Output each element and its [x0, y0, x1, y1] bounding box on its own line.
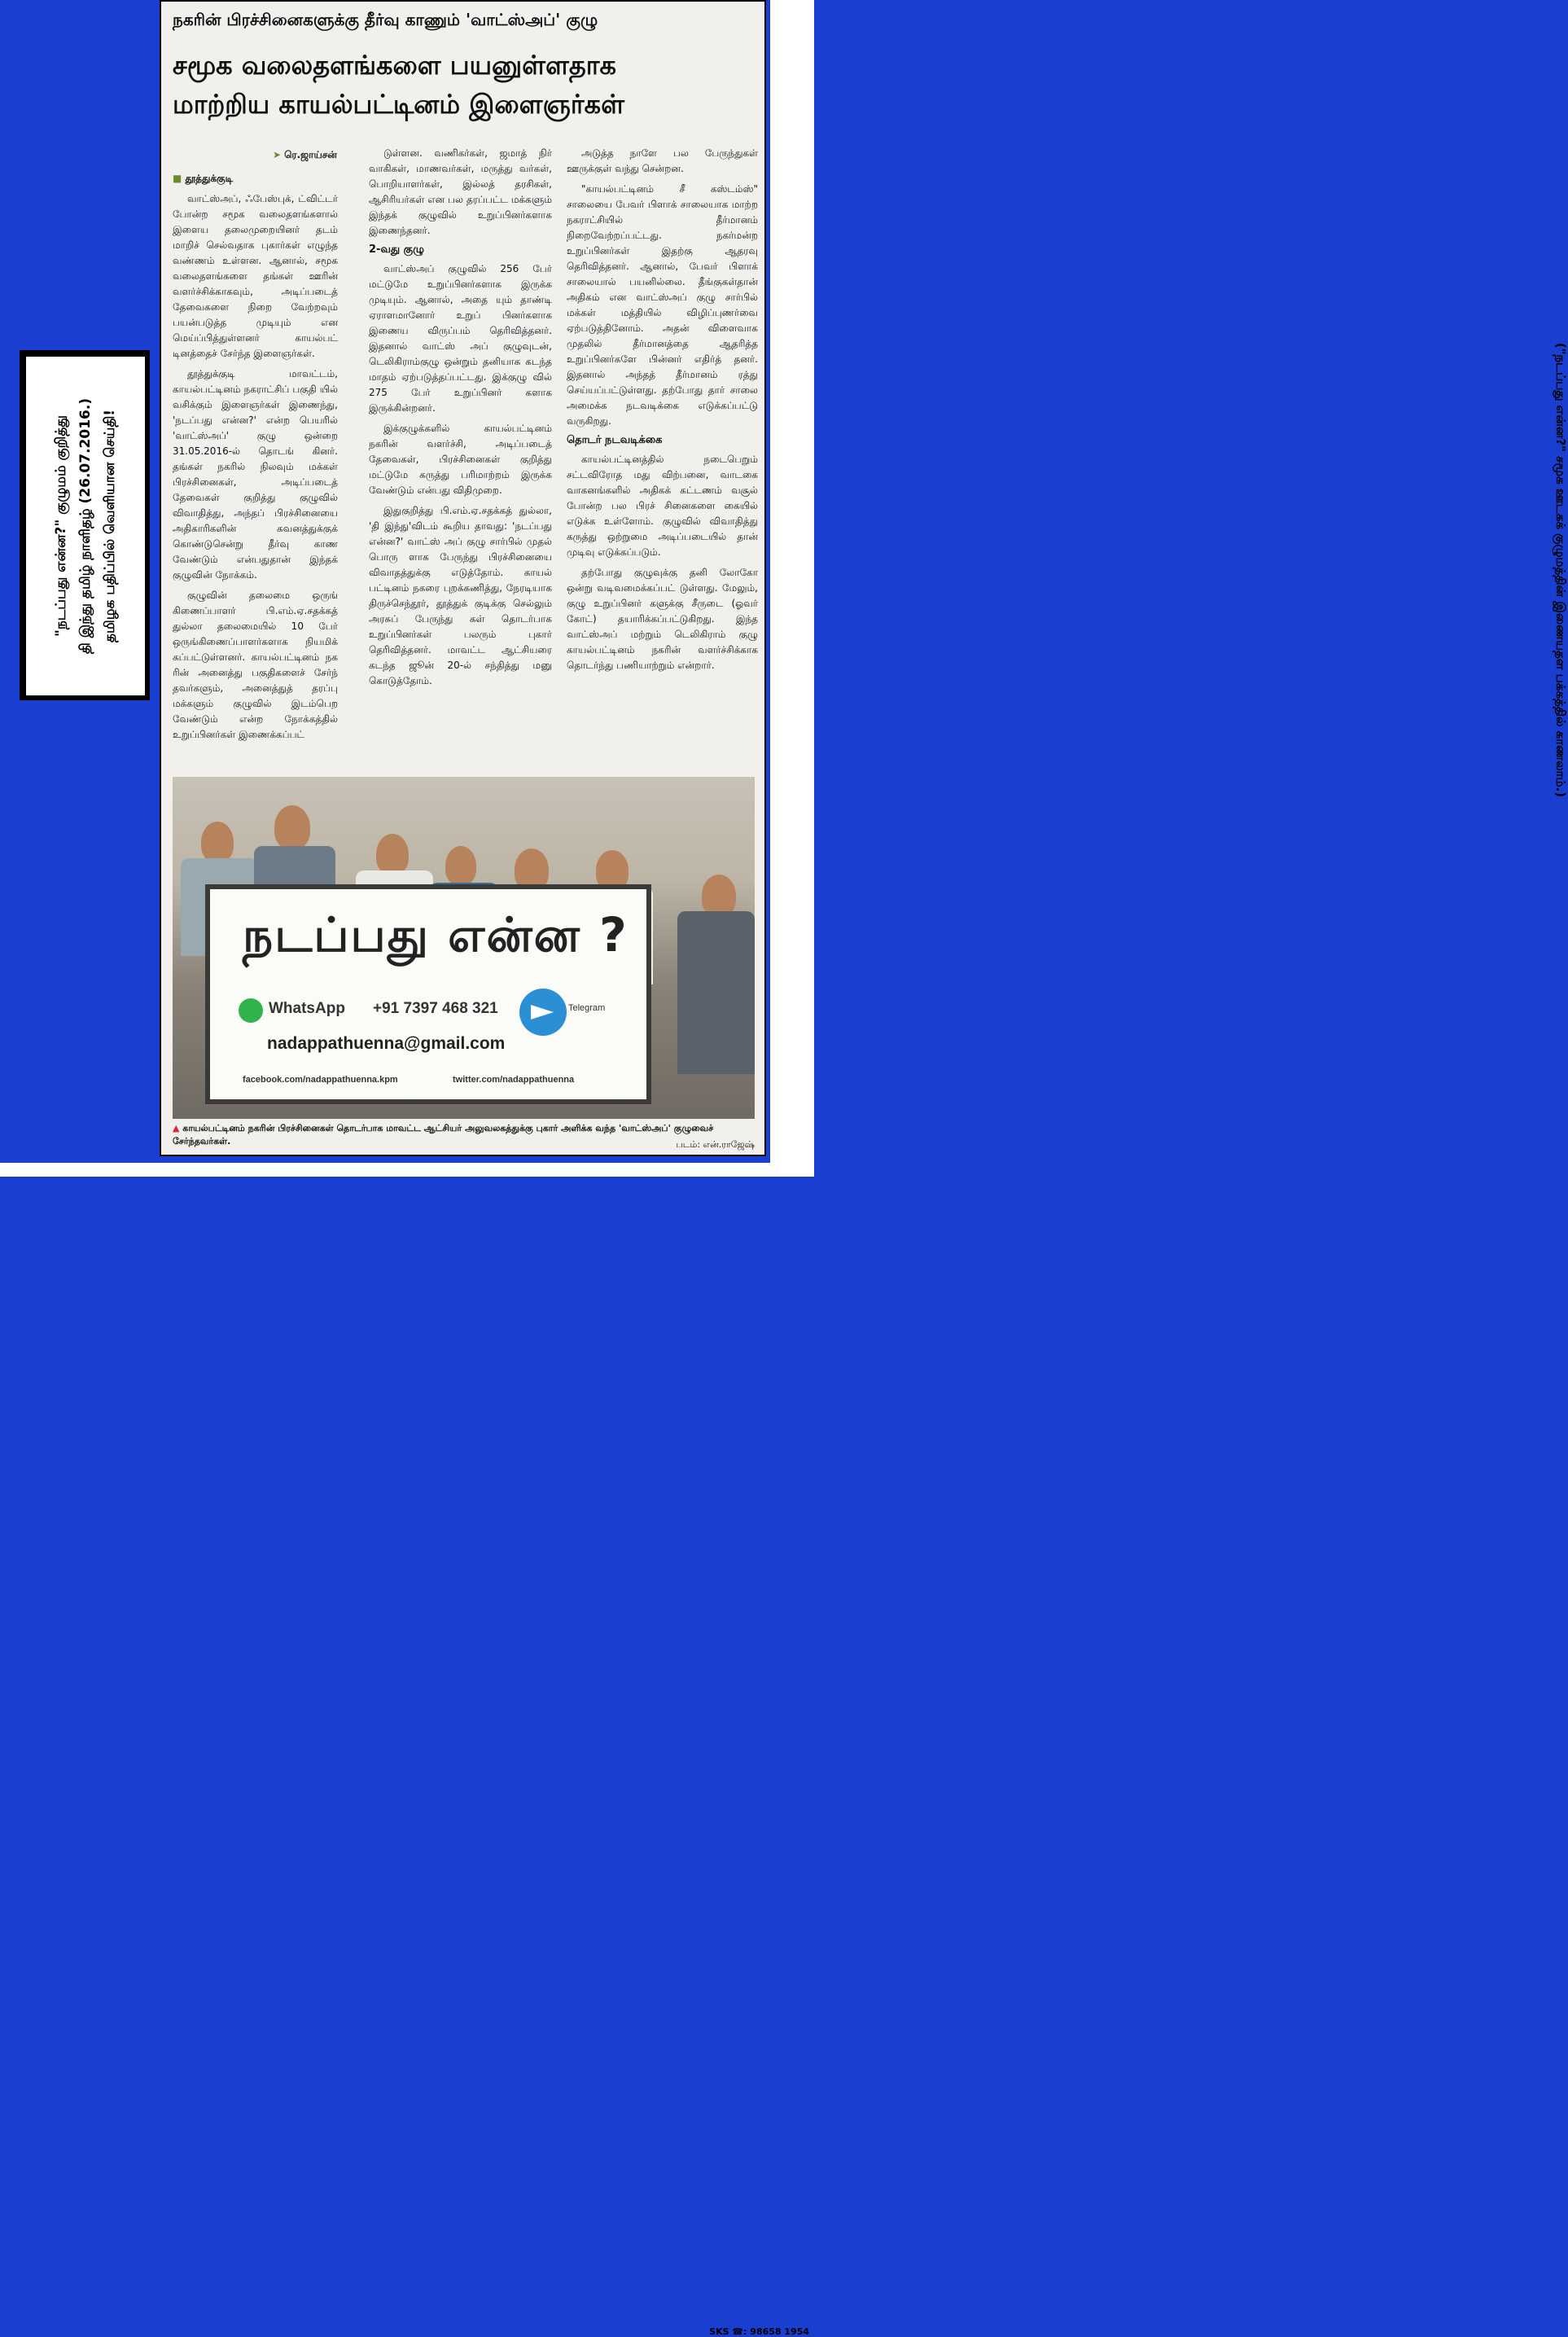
- col2-paragraph-1: டுள்ளன. வணிகர்கள், ஜமாத் நிர் வாகிகள், மாணவர்கள், மருத்து வர்கள், பொறியாளர்கள், இல்லத் தரசிகள், ஆசிரியர்கள் என பல தரப்பட்ட மக்களும் இந்தக் குழுவில் உறுப்பினர்களாக இணைந்தனர்.: [369, 147, 552, 236]
- col3-paragraph-4: தற்போது குழுவுக்கு தனி லோகோ ஒன்று வடிவமைக்கப்பட் டுள்ளது. மேலும், குழு உறுப்பினர் களுக்கு சீருடை (ஓவர் கோட்) தயாரிக்கப்பட்டுகிறது. இந்த வாட்ஸ்அப் மற்றும் டெலிகிராம் குழு காயல்பட்டினம் நகரின் வளர்ச்சிக்காக தொடர்ந்து பணியாற்றும் என்றார்.: [567, 567, 758, 671]
- article-kicker: நகரின் பிரச்சினைகளுக்கு தீர்வு காணும் 'வாட்ஸ்அப்' குழு: [173, 10, 755, 41]
- footer-bar: [0, 1163, 814, 2337]
- article-headline: [173, 46, 755, 124]
- byline-author: ரெ.ஜாய்சன்: [284, 149, 338, 160]
- sidebox-line-3: தமிழக பதிப்பில் வெளியான செய்தி!: [102, 409, 118, 643]
- col3-paragraph-2: "காயல்பட்டினம் சீ கஸ்டம்ஸ்" சாலையை பேவர் பிளாக் சாலையாக மாற்ற நகராட்சியில் தீர்மானம் நிறைவேற்றப்பட்டது. நகர்மன்ற உறுப்பினர்கள் இதற்கு ஆதரவு தெரிவித்தனர். ஆனால், பேவர் பிளாக் சாலையால் பயனில்லை. தீங்குகள்தான் அதிகம் என வாட்ஸ்அப் குழு சார்பில் மக்கள் மத்தியில் விழிப்புணர்வை ஏற்படுத்தினோம். அதன் விளைவாக முதலில் தீர்மானத்தை ஆதரித்த உறுப்பினர்களே பின்னர் எதிர்த் தனர். இதனால் அந்தத் தீர்மானம் ரத்து செய்யப்பட்டுள்ளது. தற்போது தார் சாலை அமைக்க நடவடிக்கை எடுக்கப்பட்டு வருகிறது.: [567, 183, 758, 427]
- headline-line-1: சமூக வலைதளங்களை பயனுள்ளதாக: [173, 50, 616, 81]
- right-margin-strip: [770, 0, 1568, 1163]
- col2-paragraph-3: இக்குழுக்களில் காயல்பட்டினம் நகரின் வளர்ச்சி, அடிப்படைத் தேவைகள், பிரச்சினைகள் குறித்து மட்டுமே கருத்து பரிமாற்றம் இருக்க வேண்டும் என்பது விதிமுறை.: [369, 423, 552, 496]
- caption-text: காயல்பட்டினம் நகரின் பிரச்சினைகள் தொடர்பாக மாவட்ட ஆட்சியர் அலுவலகத்துக்கு புகார் அளிக்க வந்த 'வாட்ஸ்அப்' குழுவைச் சேர்ந்தவர்கள்.: [173, 1123, 714, 1147]
- telegram-icon: [519, 989, 567, 1036]
- person-head: [201, 822, 234, 862]
- group-banner: [205, 884, 651, 1104]
- person-head: [274, 805, 310, 849]
- headline-line-2: மாற்றிய காயல்பட்டினம் இளைஞர்கள்: [173, 89, 624, 120]
- col1-paragraph-3: குழுவின் தலைமை ஒருங் கிணைப்பாளர் பி.எம்.ஏ.சதக்கத் துல்லா தலைமையில் 10 பேர் ஒருங்கிணைப்பாளர்களாக நியமிக் கப்பட்டுள்ளனர். காயல்பட்டினம் நக ரின் அனைத்து பகுதிகளைச் சேர்ந் தவர்களும், அனைத்துத் தரப்பு மக்களும் குழுவில் இடம்பெற வேண்டும் என்ற நோக்கத்தில் உறுப்பினர்கள் இணைக்கப்பட்: [173, 590, 338, 740]
- article-column-3: [567, 146, 758, 769]
- info-sidebox-inner: [24, 355, 147, 697]
- right-margin-note: ("நடப்பது என்ன?" சமூக ஊடகக் குழுமத்தின் இணையதள பக்கத்தில் காணலாம்.): [1553, 342, 1568, 798]
- col3-subhead: தொடர் நடவடிக்கை: [567, 434, 663, 446]
- person-head: [376, 834, 409, 875]
- article-byline: [273, 149, 337, 162]
- footer-credit: SKS ☎: 98658 1954: [709, 2326, 809, 2337]
- group-photo: [173, 777, 755, 1119]
- sidebox-line-1: "நடப்பது என்ன?" குழுமம் குறித்து: [53, 414, 69, 638]
- sidebox-line-2: தி இந்து தமிழ் நாளிதழ் (26.07.2016.): [77, 397, 94, 655]
- person-head: [445, 846, 476, 885]
- article-column-1: [173, 171, 338, 741]
- col3-paragraph-3: காயல்பட்டினத்தில் நடைபெறும் சட்டவிரோத மது விற்பனை, வாடகை வாகனங்களில் அதிகக் கட்டணம் வசூல் போன்ற பல பிரச் சினைகளை கையில் எடுக்க உள்ளோம். குழுவில் விவாதித்து கருத்து ஒற்றுமை அடிப்படையில் தான் முடிவு எடுக்கப்படும்.: [567, 454, 758, 558]
- info-sidebox: [20, 350, 150, 700]
- banner-email: nadappathuenna@gmail.com: [267, 1034, 506, 1053]
- newspaper-clipping: [160, 0, 766, 1156]
- article-column-2: [369, 146, 552, 769]
- person-shirt: [677, 911, 755, 1074]
- banner-phone: +91 7397 468 321: [373, 1000, 498, 1017]
- banner-title: நடப்பது என்ன ?: [243, 907, 629, 962]
- col2-subhead: 2-வது குழு: [369, 243, 425, 256]
- whatsapp-icon: [239, 998, 263, 1023]
- article-dateline: ■ தூத்துக்குடி: [173, 171, 338, 186]
- photo-credit: படம்: என்.ராஜேஷ்: [676, 1139, 755, 1150]
- col1-paragraph-2: தூத்துக்குடி மாவட்டம், காயல்பட்டினம் நகராட்சிப் பகுதி யில் வசிக்கும் இளைஞர்கள் இணைந்து, 'நடப்பது என்ன?' என்ற பெயரில் 'வாட்ஸ்அப்' குழு ஒன்றை 31.05.2016-ல் தொடங் கினர். தங்கள் நகரில் நிலவும் மக்கள் பிரச்சினைகள், அடிப்படைத் தேவைகள் குறித்து குழுவில் விவாதித்து, அந்தப் பிரச்சினையை அதிகாரிகளின் கவனத்துக்குக் கொண்டுசென்று தீர்வு காண வேண்டும் என்பதுதான் இந்தக் குழுவின் நோக்கம்.: [173, 368, 338, 581]
- banner-whatsapp-label: WhatsApp: [269, 1000, 345, 1017]
- col2-paragraph-4: இதுகுறித்து பி.எம்.ஏ.சதக்கத் துல்லா, 'தி இந்து'விடம் கூறிய தாவது: 'நடப்பது என்ன?' வாட்ஸ் அப் குழு சார்பில் முதல் பொரு ளாக பேருந்து பிரச்சினையை விவாதத்துக்கு எடுத்தோம். காயல் பட்டினம் நகரை புறக்கணித்து, நேரடியாக திருச்செந்தூர், தூத்துக் குடிக்கு செல்லும் அரசுப் பேருந்து கள் தொடர்பாக உறுப்பினர்கள் பலரும் புகார் தெரிவித்தனர். மாவட்ட ஆட்சியரை கடந்த ஜூன் 20-ல் சந்தித்து மனு கொடுத்தோம்.: [369, 505, 552, 686]
- banner-facebook: facebook.com/nadappathuenna.kpm: [243, 1075, 398, 1085]
- banner-twitter: twitter.com/nadappathuenna: [453, 1075, 575, 1085]
- col2-paragraph-2: வாட்ஸ்அப் குழுவில் 256 பேர் மட்டுமே உறுப்பினர்களாக இருக்க முடியும். ஆனால், அதை யும் தாண்டி ஏராளமானோர் உறுப் பினர்களாக இணைய விருப்பம் தெரிவித்தனர். இதனால் வாட்ஸ் அப் குழுவுடன், டெலிகிராம்குழு ஒன்றும் தனியாக கடந்த மாதம் ஏற்படுத்தப்பட்டது. இக்குழு வில் 275 பேர் உறுப்பினர் களாக இருக்கின்றனர்.: [369, 263, 552, 414]
- byline-arrow-icon: ➤: [273, 149, 282, 160]
- caption-triangle-icon: ▲: [173, 1123, 183, 1133]
- photo-caption: [173, 1122, 755, 1148]
- col1-paragraph-1: வாட்ஸ்அப், ஃபேஸ்புக், ட்விட்டர் போன்ற சமூக வலைதளங்களால் இளைய தலைமுறையினர் தடம் மாறிச் செல்வதாக புகார்கள் எழுந்த வண்ணம் உள்ளன. ஆனால், சமூக வலைதளங்களை தங்கள் ஊரின் வளர்ச்சிக்காகவும், அடிப்படைத் தேவைகளை நிறை வேற்றவும் பயன்படுத்த முடியும் என மெய்ப்பித்துள்ளனர் காயல்பட் டினத்தைச் சேர்ந்த இளைஞர்கள்.: [173, 193, 338, 359]
- banner-telegram-label: Telegram: [568, 1003, 606, 1013]
- info-sidebox-text: [49, 363, 122, 689]
- col3-paragraph-1: அடுத்த நாளே பல பேருந்துகள் ஊருக்குள் வந்து சென்றன.: [567, 147, 758, 174]
